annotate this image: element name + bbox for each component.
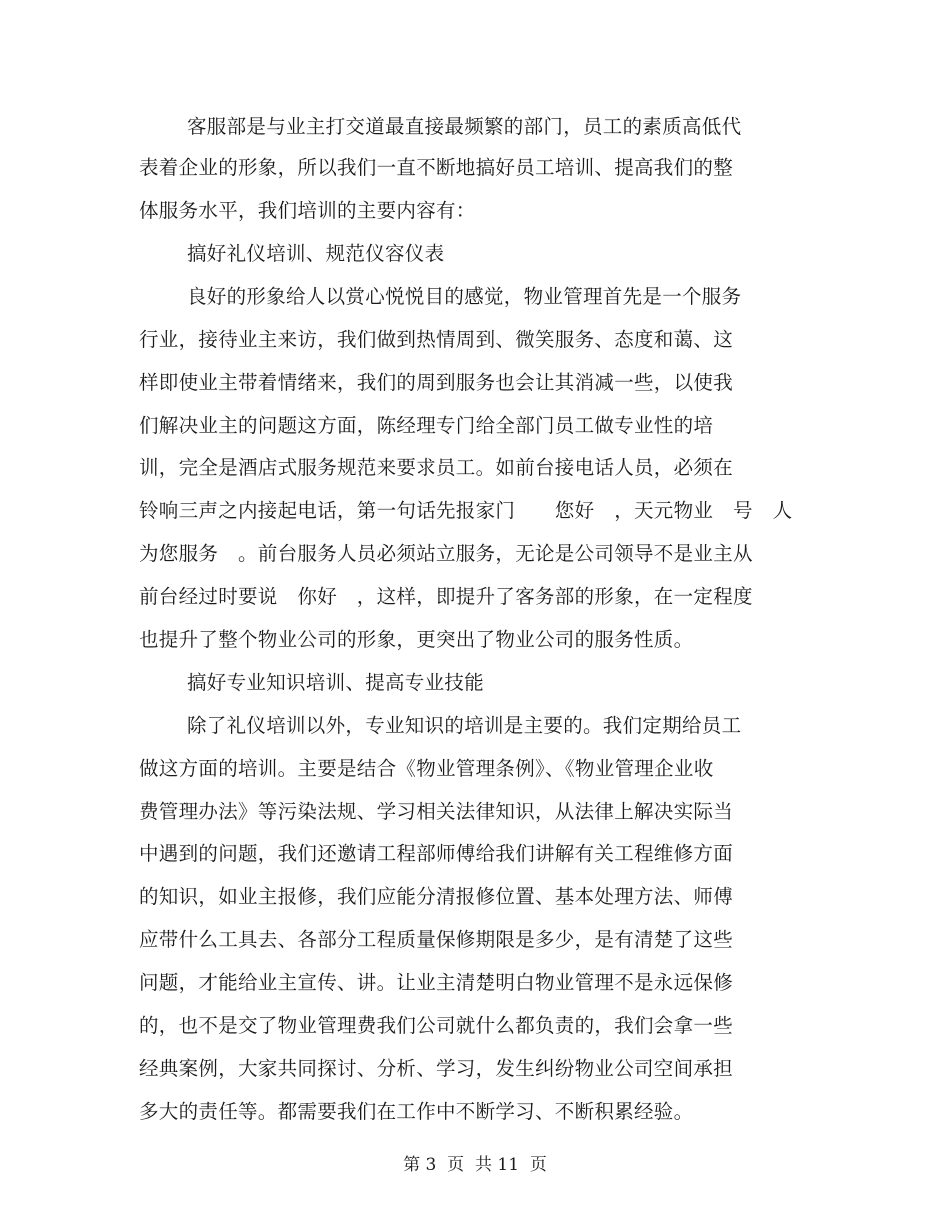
paragraph-line: 良好的形象给人以赏心悦悦目的感觉，物业管理首先是一个服务	[187, 285, 742, 308]
paragraph-line: 铃响三声之内接起电话，第一句话先报家门 您好 ，天元物业 号 人	[139, 499, 793, 522]
paragraph-line: 表着企业的形象，所以我们一直不断地搞好员工培训、提高我们的整	[139, 156, 734, 179]
paragraph-line: 们解决业主的问题这方面，陈经理专门给全部门员工做专业性的培	[139, 414, 714, 437]
paragraph-line: 的，也不是交了物业管理费我们公司就什么都负责的，我们会拿一些	[139, 1014, 734, 1037]
paragraph-line: 样即使业主带着情绪来，我们的周到服务也会让其消减一些，以使我	[139, 371, 734, 394]
page-footer: 第 3 页 共 11 页	[403, 1155, 547, 1175]
paragraph-line: 为您服务 。前台服务人员必须站立服务，无论是公司领导不是业主从	[139, 542, 753, 565]
paragraph-line: 体服务水平，我们培训的主要内容有：	[139, 199, 476, 222]
paragraph-line: 做这方面的培训。主要是结合《物业管理条例》、《物业管理企业收	[139, 757, 714, 780]
paragraph-line: 客服部是与业主打交道最直接最频繁的部门，员工的素质高低代	[187, 115, 742, 138]
paragraph-line: 也提升了整个物业公司的形象，更突出了物业公司的服务性质。	[139, 628, 694, 651]
paragraph-line: 问题，才能给业主宣传、讲。让业主清楚明白物业管理不是永远保修	[139, 971, 734, 994]
paragraph-line: 行业，接待业主来访，我们做到热情周到、微笑服务、态度和蔼、这	[139, 328, 734, 351]
paragraph-line: 经典案例，大家共同探讨、分析、学习，发生纠纷物业公司空间承担	[139, 1057, 734, 1080]
paragraph-line: 应带什么工具去、各部分工程质量保修期限是多少，是有清楚了这些	[139, 928, 734, 951]
paragraph-line: 费管理办法》等污染法规、学习相关法律知识，从法律上解决实际当	[139, 800, 734, 823]
paragraph-line: 前台经过时要说 你好 ，这样，即提升了客务部的形象，在一定程度	[139, 585, 753, 608]
section-heading: 搞好礼仪培训、规范仪容仪表	[187, 242, 445, 265]
paragraph-line: 多大的责任等。都需要我们在工作中不断学习、不断积累经验。	[139, 1100, 694, 1123]
paragraph-line: 训，完全是酒店式服务规范来要求员工。如前台接电话人员，必须在	[139, 456, 734, 479]
section-heading: 搞好专业知识培训、提高专业技能	[187, 671, 485, 694]
paragraph-line: 除了礼仪培训以外，专业知识的培训是主要的。我们定期给员工	[187, 714, 742, 737]
paragraph-line: 中遇到的问题，我们还邀请工程部师傅给我们讲解有关工程维修方面	[139, 842, 734, 865]
paragraph-line: 的知识，如业主报修，我们应能分清报修位置、基本处理方法、师傅	[139, 885, 734, 908]
